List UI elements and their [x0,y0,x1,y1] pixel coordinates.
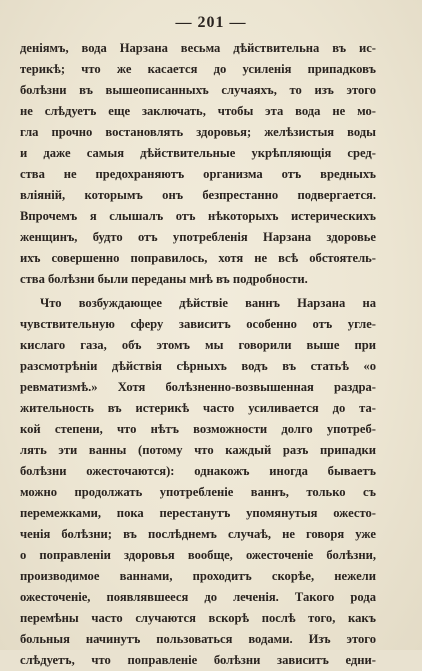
text-line: терикѣ; что же касается до усиленія припадковъ [20,62,376,76]
page-number: — 201 — [175,14,247,31]
text-line: ревматизмѣ.» Хотя болѣзненно-возвышенная раздра- [20,380,376,394]
text-line: женщинъ, будто отъ употребленія Нарзана здоровье [20,230,376,244]
text-line: чувствительную сферу зависитъ особенно отъ угле- [20,317,376,331]
text-line: кой степени, что нѣтъ возможности долго употреб- [20,422,376,436]
text-line: денiямъ, вода Нарзана весьма дѣйствительна въ ис- [20,41,376,55]
text-line: о поправленіи здоровья вообще, ожесточеніе болѣзни, [20,548,376,562]
text-line: и даже самыя дѣйствительные укрѣпляющія сред- [20,146,376,160]
text-line: Впрочемъ я слышалъ отъ нѣкоторыхъ истерическихъ [20,209,376,223]
text-line: жительность въ истерикѣ часто усиливается до та- [20,401,376,415]
text-line: разсмотрѣніи дѣйствія сѣрныхъ водъ въ статьѣ «о [20,359,376,373]
text-line: производимое ваннами, проходитъ скорѣе, нежели [20,569,376,583]
text-line: ихъ совершенно поправилось, хотя не всѣ обстоятель- [20,251,376,265]
text-line: вліяній, которымъ онъ безпрестанно подвергается. [20,188,376,202]
text-line: больныя начинутъ пользоваться водами. Изъ этого [20,632,376,646]
text-line: не слѣдуетъ еще заключать, чтобы эта вода не мо- [20,104,376,118]
paragraph-end-line: ства болѣзни были переданы мнѣ въ подробности. [20,272,308,286]
text-line: слѣдуетъ, что поправленіе болѣзни зависитъ едни- [20,653,376,667]
text-line: перемѣны часто случаются вскорѣ послѣ того, какъ [20,611,376,625]
text-line: лять эти ванны (потому что каждый разъ припадки [20,443,376,457]
body-text [20,38,376,671]
text-line: гла прочно востановлять здоровья; желѣзистыя воды [20,125,376,139]
text-line: ства не предохраняютъ организма отъ вредныхъ [20,167,376,181]
paragraph-start-line: Что возбуждающее дѣйствіе ваннъ Нарзана на [40,296,376,310]
text-line: можно продолжать употребленіе ваннъ, только съ [20,485,376,499]
text-line: болѣзни ожесточаются): однакожъ иногда бываетъ [20,464,376,478]
text-line: перемежками, пока перестанутъ упомянутыя ожесто- [20,506,376,520]
text-line: кислаго газа, объ этомъ мы говорили выше при [20,338,376,352]
text-line: ченія болѣзни; въ послѣднемъ случаѣ, не говоря уже [20,527,376,541]
text-line: болѣзни въ вышеописанныхъ случаяхъ, то изъ этого [20,83,376,97]
text-line: ожесточеніе, появлявшееся до леченія. Такого рода [20,590,376,604]
